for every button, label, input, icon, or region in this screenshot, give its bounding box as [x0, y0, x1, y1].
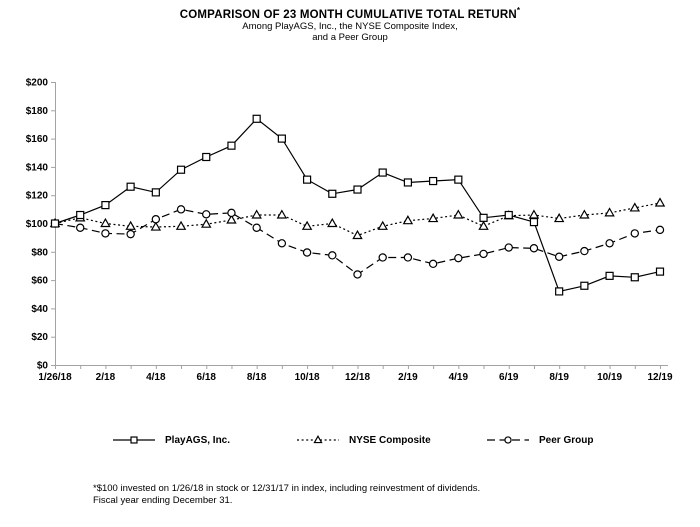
peer-group-line-marker-icon: [486, 434, 530, 446]
svg-text:2/18: 2/18: [95, 372, 116, 383]
svg-text:6/19: 6/19: [499, 372, 519, 383]
series-peer-group: [51, 206, 663, 278]
svg-text:4/18: 4/18: [146, 372, 166, 383]
axes: [55, 82, 668, 366]
subtitle-line-2: and a Peer Group: [312, 32, 388, 43]
legend-label-playags: PlayAGS, Inc.: [165, 434, 231, 446]
footnote-line-2: Fiscal year ending December 31.: [93, 495, 233, 506]
playags-line-marker-icon: [112, 434, 156, 446]
svg-text:1/26/18: 1/26/18: [38, 372, 72, 383]
title-asterisk: *: [516, 6, 521, 15]
svg-text:$40: $40: [31, 303, 48, 315]
svg-text:$20: $20: [31, 332, 48, 344]
svg-text:$120: $120: [25, 190, 48, 202]
svg-text:10/18: 10/18: [294, 372, 320, 383]
x-axis: [38, 365, 673, 383]
svg-text:$100: $100: [25, 219, 48, 230]
svg-text:$160: $160: [25, 134, 48, 146]
svg-text:$140: $140: [25, 162, 48, 174]
legend-label-peer-group: Peer Group: [539, 434, 594, 446]
series-playags-inc: [52, 115, 664, 295]
legend-item-playags: [112, 432, 230, 448]
svg-text:8/19: 8/19: [549, 372, 569, 383]
svg-text:12/19: 12/19: [647, 372, 673, 383]
legend-item-nyse-composite: [296, 432, 431, 448]
subtitle-line-1: Among PlayAGS, Inc., the NYSE Composite Index,: [242, 21, 458, 32]
nyse-line-marker-icon: [296, 434, 340, 446]
svg-text:6/18: 6/18: [196, 372, 216, 383]
legend-item-peer-group: [486, 432, 593, 448]
svg-text:$80: $80: [31, 247, 48, 259]
svg-text:$0: $0: [36, 360, 48, 372]
y-axis: [26, 78, 55, 372]
footnote-line-1: *$100 invested on 1/26/18 in stock or 12/31/17 in index, including reinvestment of dividends.: [93, 483, 481, 494]
svg-text:8/18: 8/18: [246, 372, 267, 383]
series-nyse-composite: [51, 199, 664, 239]
svg-text:$180: $180: [25, 105, 48, 117]
svg-text:2/19: 2/19: [398, 372, 418, 383]
svg-text:$200: $200: [25, 77, 48, 89]
svg-text:12/18: 12/18: [344, 372, 371, 383]
svg-text:4/19: 4/19: [448, 372, 469, 383]
svg-text:10/19: 10/19: [597, 372, 623, 383]
legend-label-nyse-composite: NYSE Composite: [349, 434, 431, 446]
svg-text:$60: $60: [31, 275, 48, 287]
page-title-text: COMPARISON OF 23 MONTH CUMULATIVE TOTAL RETURN: [179, 8, 517, 21]
